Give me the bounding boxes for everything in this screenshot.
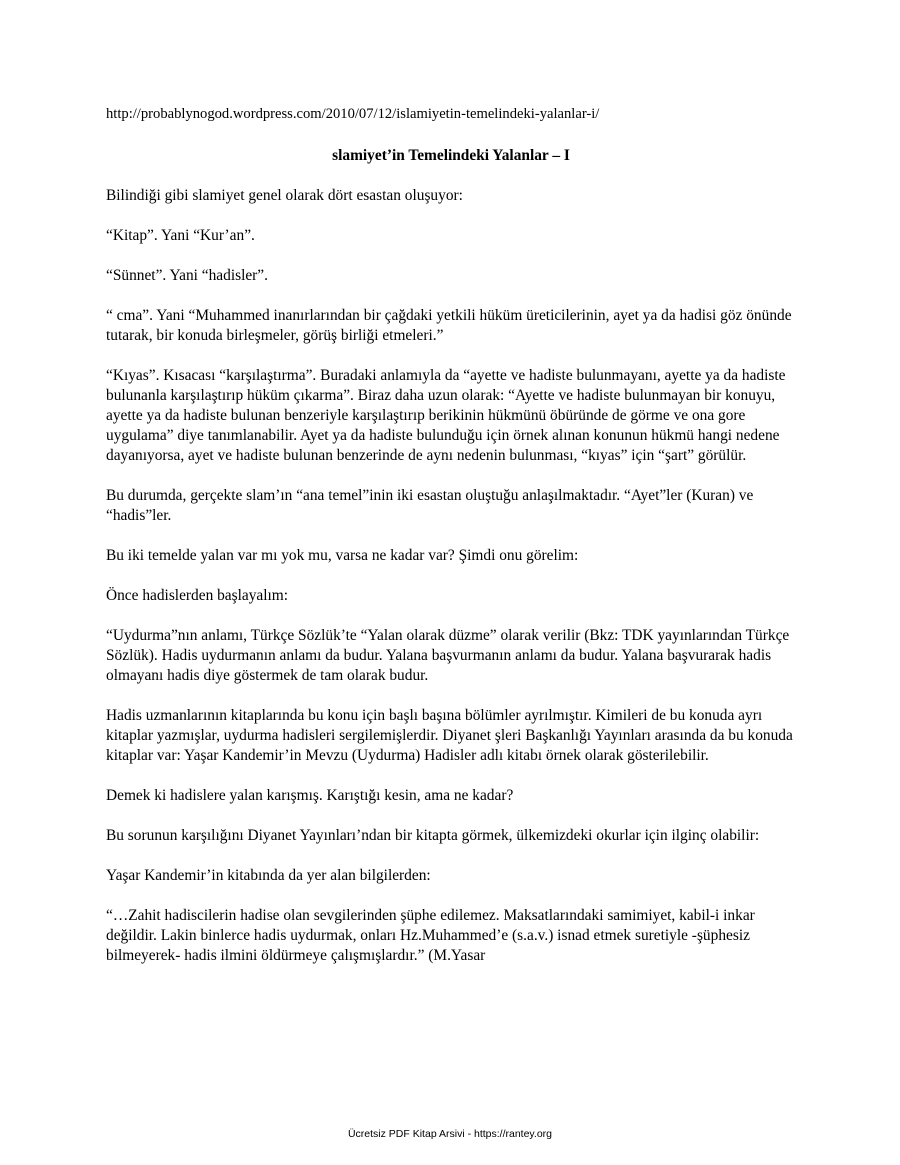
paragraph: Bu iki temelde yalan var mı yok mu, varsa ne kadar var? Şimdi onu görelim: — [106, 547, 579, 564]
paragraph: “Kıyas”. Kısacası “karşılaştırma”. Buradaki anlamıyla da “ayette ve hadiste bulunmayanı, ayette ya da hadiste bulunanla karşılaştırıp hüküm çıkarma”. Biraz daha uzun olarak: “Ayette ve hadiste bulunmayan bir konuyu, ayette ya da hadiste bulunan benzeriyle karşılaştırıp berikinin hükmünü öbüründe de görme ve ona gore uygulama” diye tanımlanabilir. Ayet ya da hadiste bulunduğu için örnek alınan konunun hükmü hangi nedene dayanıyorsa, ayet ve hadiste bulunan benzerinde de aynı nedenin bulunması, “kıyas” için “şart” görülür. — [106, 367, 786, 464]
paragraph: “ cma”. Yani “Muhammed inanırlarından bir çağdaki yetkili hüküm üreticilerinin, ayet ya da hadisi göz önünde tutarak, bir konuda birleşmeler, görüş birliği etmeleri.” — [106, 307, 792, 344]
paragraph: Demek ki hadislere yalan karışmış. Karıştığı kesin, ama ne kadar? — [106, 787, 514, 804]
paragraph: Bu durumda, gerçekte slam’ın “ana temel”inin iki esastan oluştuğu anlaşılmaktadır. “Ayet”ler (Kuran) ve “hadis”ler. — [106, 487, 754, 524]
paragraph: “Sünnet”. Yani “hadisler”. — [106, 267, 268, 284]
paragraph: Yaşar Kandemir’in kitabında da yer alan bilgilerden: — [106, 867, 431, 884]
paragraph: Bu sorunun karşılığını Diyanet Yayınları’ndan bir kitapta görmek, ülkemizdeki okurlar için ilginç olabilir: — [106, 827, 760, 844]
paragraph: “…Zahit hadiscilerin hadise olan sevgilerinden şüphe edilemez. Maksatlarındaki samimiyet, kabil-i inkar değildir. Lakin binlerce hadis uydurmak, onları Hz.Muhammed’e (s.a.v.) isnad etmek suretiyle -şüphesiz bilmeyerek- hadis ilmini öldürmeye çalışmışlardır.” (M.Yasar — [106, 907, 755, 964]
page-footer: Ücretsiz PDF Kitap Arsivi - https://rantey.org — [347, 1128, 553, 1140]
source-url: http://probablynogod.wordpress.com/2010/07/12/islamiyetin-temelindeki-yalanlar-i/ — [106, 106, 600, 122]
paragraph: Hadis uzmanlarının kitaplarında bu konu için başlı başına bölümler ayrılmıştır. Kimileri de bu konuda ayrı kitaplar yazmışlar, uydurma hadisleri sergilemişlerdir. Diyanet şleri Başkanlığı Yayınları arasında da bu konuda kitaplar var: Yaşar Kandemir’in Mevzu (Uydurma) Hadisler adlı kitabı örnek olarak gösterilebilir. — [106, 707, 793, 764]
paragraph: “Uydurma”nın anlamı, Türkçe Sözlük’te “Yalan olarak düzme” olarak verilir (Bkz: TDK yayınlarından Türkçe Sözlük). Hadis uydurmanın anlamı da budur. Yalana başvurmanın anlamı da budur. Yalana başvurarak hadis olmayanı hadis diye göstermek de tam olarak budur. — [106, 627, 790, 684]
document-body — [106, 104, 796, 986]
paragraph: Bilindiği gibi slamiyet genel olarak dört esastan oluşuyor: — [106, 187, 463, 204]
document-title: slamiyet’in Temelindeki Yalanlar – I — [332, 147, 570, 164]
paragraph: “Kitap”. Yani “Kur’an”. — [106, 227, 255, 244]
paragraph: Önce hadislerden başlayalım: — [106, 587, 289, 604]
